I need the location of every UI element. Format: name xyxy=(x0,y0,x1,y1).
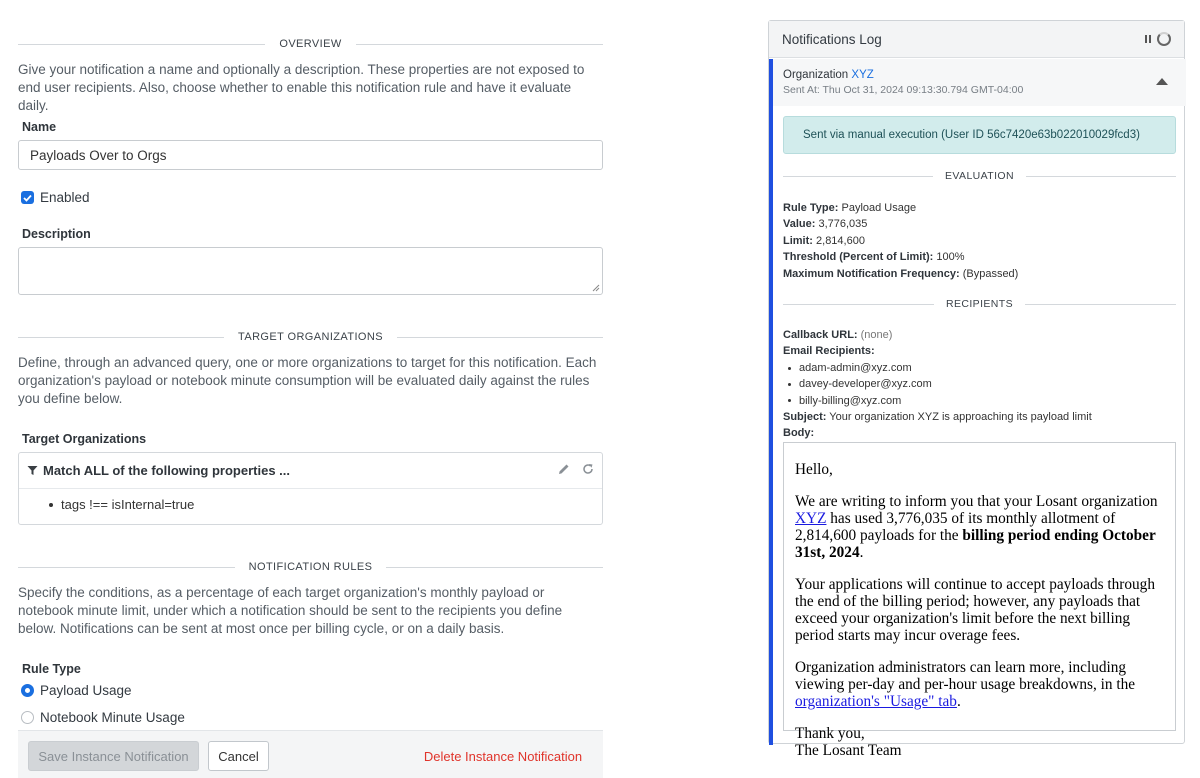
filter-icon xyxy=(27,465,38,476)
evaluation-details: Rule Type: Payload Usage Value: 3,776,035 Limit: 2,814,600 Threshold (Percent of Limit): 100% Maximum Notification Frequency: (Bypassed) xyxy=(783,202,1019,280)
log-entry-header[interactable] xyxy=(773,59,1186,106)
email-greeting: Hello, xyxy=(795,461,833,478)
email-org-link[interactable]: XYZ xyxy=(795,510,827,527)
condition-item xyxy=(19,489,602,512)
evaluation-title: EVALUATION xyxy=(945,170,1014,182)
overview-title: OVERVIEW xyxy=(279,38,342,50)
execution-alert: Sent via manual execution (User ID 56c7420e63b022010029fcd3) xyxy=(783,116,1176,154)
recipients-title: RECIPIENTS xyxy=(946,298,1014,310)
enabled-label: Enabled xyxy=(40,190,90,205)
notifications-log-panel xyxy=(768,20,1185,759)
usage-tab-link[interactable]: organization's "Usage" tab xyxy=(795,693,957,710)
query-header xyxy=(19,453,602,489)
enabled-checkbox[interactable] xyxy=(21,190,90,205)
targets-section-header xyxy=(18,331,603,343)
pause-icon[interactable] xyxy=(1145,35,1151,43)
description-textarea[interactable] xyxy=(18,247,603,295)
email-paragraph-2: Your applications will continue to accept payloads through the end of the billing period; however, any payloads that exceed your organization's limit before the next billing period starts may incur overage fees. xyxy=(795,576,1155,644)
radio-payload-usage-label: Payload Usage xyxy=(40,683,132,698)
radio-unselected-icon[interactable] xyxy=(21,711,34,724)
save-button[interactable]: Save Instance Notification xyxy=(28,741,199,771)
notification-form xyxy=(18,0,603,778)
overview-description: Give your notification a name and optionally a description. These properties are not exposed to end user recipients. Also, choose whether to enable this notification rule and have it evaluate daily. xyxy=(18,62,585,113)
org-link[interactable]: XYZ xyxy=(851,69,874,81)
targets-title: TARGET ORGANIZATIONS xyxy=(238,331,383,343)
rules-section-header xyxy=(18,561,603,573)
email-recipient: adam-admin@xyz.com xyxy=(783,360,1092,376)
name-input[interactable]: Payloads Over to Orgs xyxy=(18,140,603,170)
name-label: Name xyxy=(22,120,57,134)
rules-title: NOTIFICATION RULES xyxy=(248,561,373,573)
form-footer xyxy=(18,730,603,778)
email-recipient: davey-developer@xyz.com xyxy=(783,376,1092,392)
value-value: 3,776,035 xyxy=(818,218,868,231)
frequency-value: (Bypassed) xyxy=(962,267,1019,280)
entry-organization xyxy=(783,69,874,81)
radio-payload-usage[interactable] xyxy=(21,683,132,698)
resize-handle-icon[interactable] xyxy=(592,284,600,292)
email-paragraph-1: We are writing to inform you that your Losant organization XYZ has used 3,776,035 of its monthly allotment of 2,814,600 payloads for the billing period ending October 31st, 2024. xyxy=(795,493,1158,561)
email-paragraph-3: Organization administrators can learn more, including viewing per-day and per-hour usage breakdowns, in the organization's "Usage" tab. xyxy=(795,659,1136,710)
target-organizations-label: Target Organizations xyxy=(22,432,147,446)
rule-type-value: Payload Usage xyxy=(841,202,917,214)
log-entry xyxy=(769,59,1186,759)
org-prefix: Organization xyxy=(783,69,849,81)
match-text: Match ALL of the following properties ... xyxy=(43,463,290,478)
callback-value: (none) xyxy=(860,329,893,341)
rules-description: Specify the conditions, as a percentage of each target organization's monthly payload or notebook minute limit, under which a notification should be sent to the recipients you define below. Notifications can be sent at most once per billing cycle, or on a daily basis. xyxy=(18,585,563,636)
radio-notebook-minute-usage[interactable] xyxy=(21,710,185,725)
checkbox-checked-icon[interactable] xyxy=(21,191,34,204)
overview-section-header xyxy=(18,38,603,50)
limit-value: 2,814,600 xyxy=(816,234,865,247)
condition-text: tags !== isInternal=true xyxy=(61,497,195,512)
collapse-caret-icon[interactable] xyxy=(1156,78,1168,85)
loading-spinner-icon xyxy=(1157,32,1171,46)
targets-description: Define, through an advanced query, one or more organizations to target for this notification. Each organization's payload or notebook minute consumption will be evaluated daily against the rules you define below. xyxy=(18,355,597,406)
sent-at: Sent At: Thu Oct 31, 2024 09:13:30.794 GMT-04:00 xyxy=(783,84,1024,96)
email-closing: Thank you, xyxy=(795,725,865,742)
log-header xyxy=(769,21,1184,58)
log-title: Notifications Log xyxy=(782,31,882,47)
radio-notebook-label: Notebook Minute Usage xyxy=(40,710,185,725)
subject-value: Your organization XYZ is approaching its payload limit xyxy=(829,411,1092,424)
email-signature: The Losant Team xyxy=(795,742,902,759)
refresh-icon[interactable] xyxy=(582,463,594,478)
cancel-button[interactable]: Cancel xyxy=(208,741,269,771)
email-body-preview xyxy=(783,442,1176,759)
radio-selected-icon[interactable] xyxy=(21,684,34,697)
edit-pencil-icon[interactable] xyxy=(558,463,570,478)
email-recipient: billy-billing@xyz.com xyxy=(783,393,1092,409)
target-query-box xyxy=(18,452,603,525)
delete-button[interactable]: Delete Instance Notification xyxy=(423,748,583,764)
threshold-value: 100% xyxy=(936,251,965,264)
recipients-details: Callback URL: (none) Email Recipients: adam-admin@xyz.com davey-developer@xyz.com billy-billing@xyz.com Subject: Your organization XYZ is approaching its payload limit Body: xyxy=(783,329,1092,440)
recipients-section-header xyxy=(783,298,1176,310)
description-label: Description xyxy=(22,227,91,241)
rule-type-label: Rule Type xyxy=(22,662,81,676)
evaluation-section-header xyxy=(783,170,1176,182)
